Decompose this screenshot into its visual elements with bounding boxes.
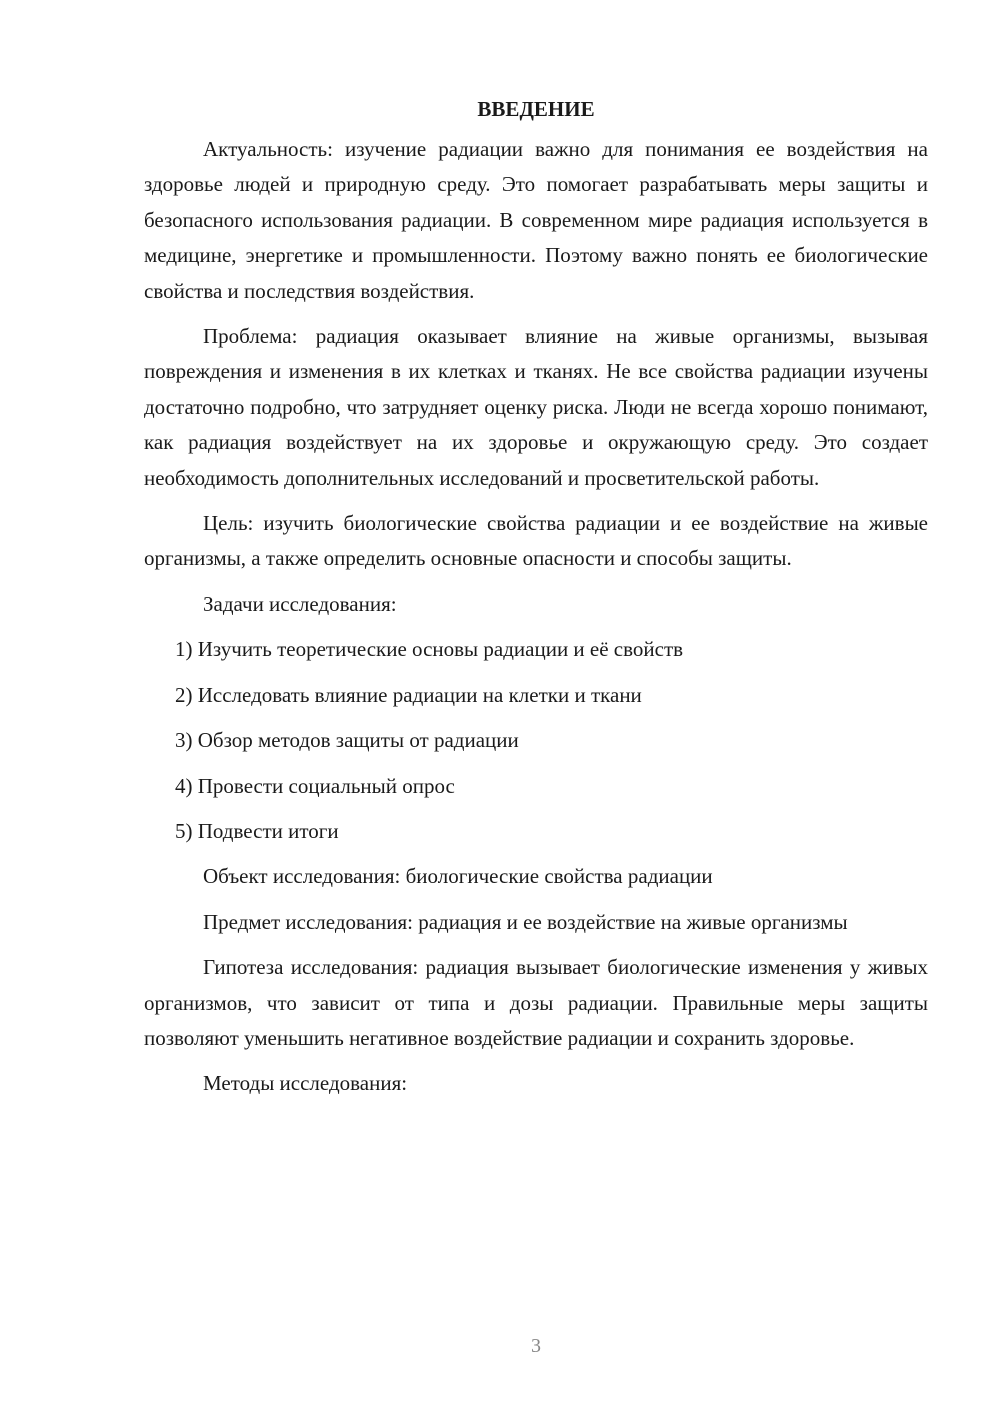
methods-heading: Методы исследования:	[203, 1071, 408, 1096]
paragraph-goal: Цель: изучить биологические свойства радиации и ее воздействие на живые организмы, а также определить основные опасности и способы защиты.	[144, 511, 928, 571]
section-heading: ВВЕДЕНИЕ	[477, 97, 595, 121]
paragraph-relevance: Актуальность: изучение радиации важно для понимания ее воздействия на здоровье людей и природную среду. Это помогает разрабатывать меры защиты и безопасного использования радиации. В современном мире радиация используется в медицине, энергетике и промышленности. Поэтому важно понять ее биологические свойства и последствия воздействия.	[144, 137, 928, 303]
page-number: 3	[531, 1335, 541, 1357]
paragraph-object: Объект исследования: биологические свойства радиации	[203, 864, 713, 889]
document-page	[144, 92, 928, 1112]
list-item: 2) Исследовать влияние радиации на клетки и ткани	[175, 682, 642, 707]
list-item: 1) Изучить теоретические основы радиации и её свойств	[175, 637, 684, 662]
list-item: 3) Обзор методов защиты от радиации	[175, 728, 519, 753]
list-item: 5) Подвести итоги	[175, 818, 339, 843]
paragraph-subject: Предмет исследования: радиация и ее воздействие на живые организмы	[203, 909, 848, 934]
paragraph-hypothesis: Гипотеза исследования: радиация вызывает биологические изменения у живых организмов, что зависит от типа и дозы радиации. Правильные меры защиты позволяют уменьшить негативное воздействие радиации и сохранить здоровье.	[144, 955, 928, 1050]
tasks-heading: Задачи исследования:	[203, 591, 397, 616]
list-item: 4) Провести социальный опрос	[175, 773, 455, 798]
tasks-list	[144, 632, 928, 849]
paragraph-problem: Проблема: радиация оказывает влияние на живые организмы, вызывая повреждения и изменения в их клетках и тканях. Не все свойства радиации изучены достаточно подробно, что затрудняет оценку риска. Люди не всегда хорошо понимают, как радиация воздействует на их здоровье и окружающую среду. Это создает необходимость дополнительных исследований и просветительской работы.	[144, 324, 928, 490]
